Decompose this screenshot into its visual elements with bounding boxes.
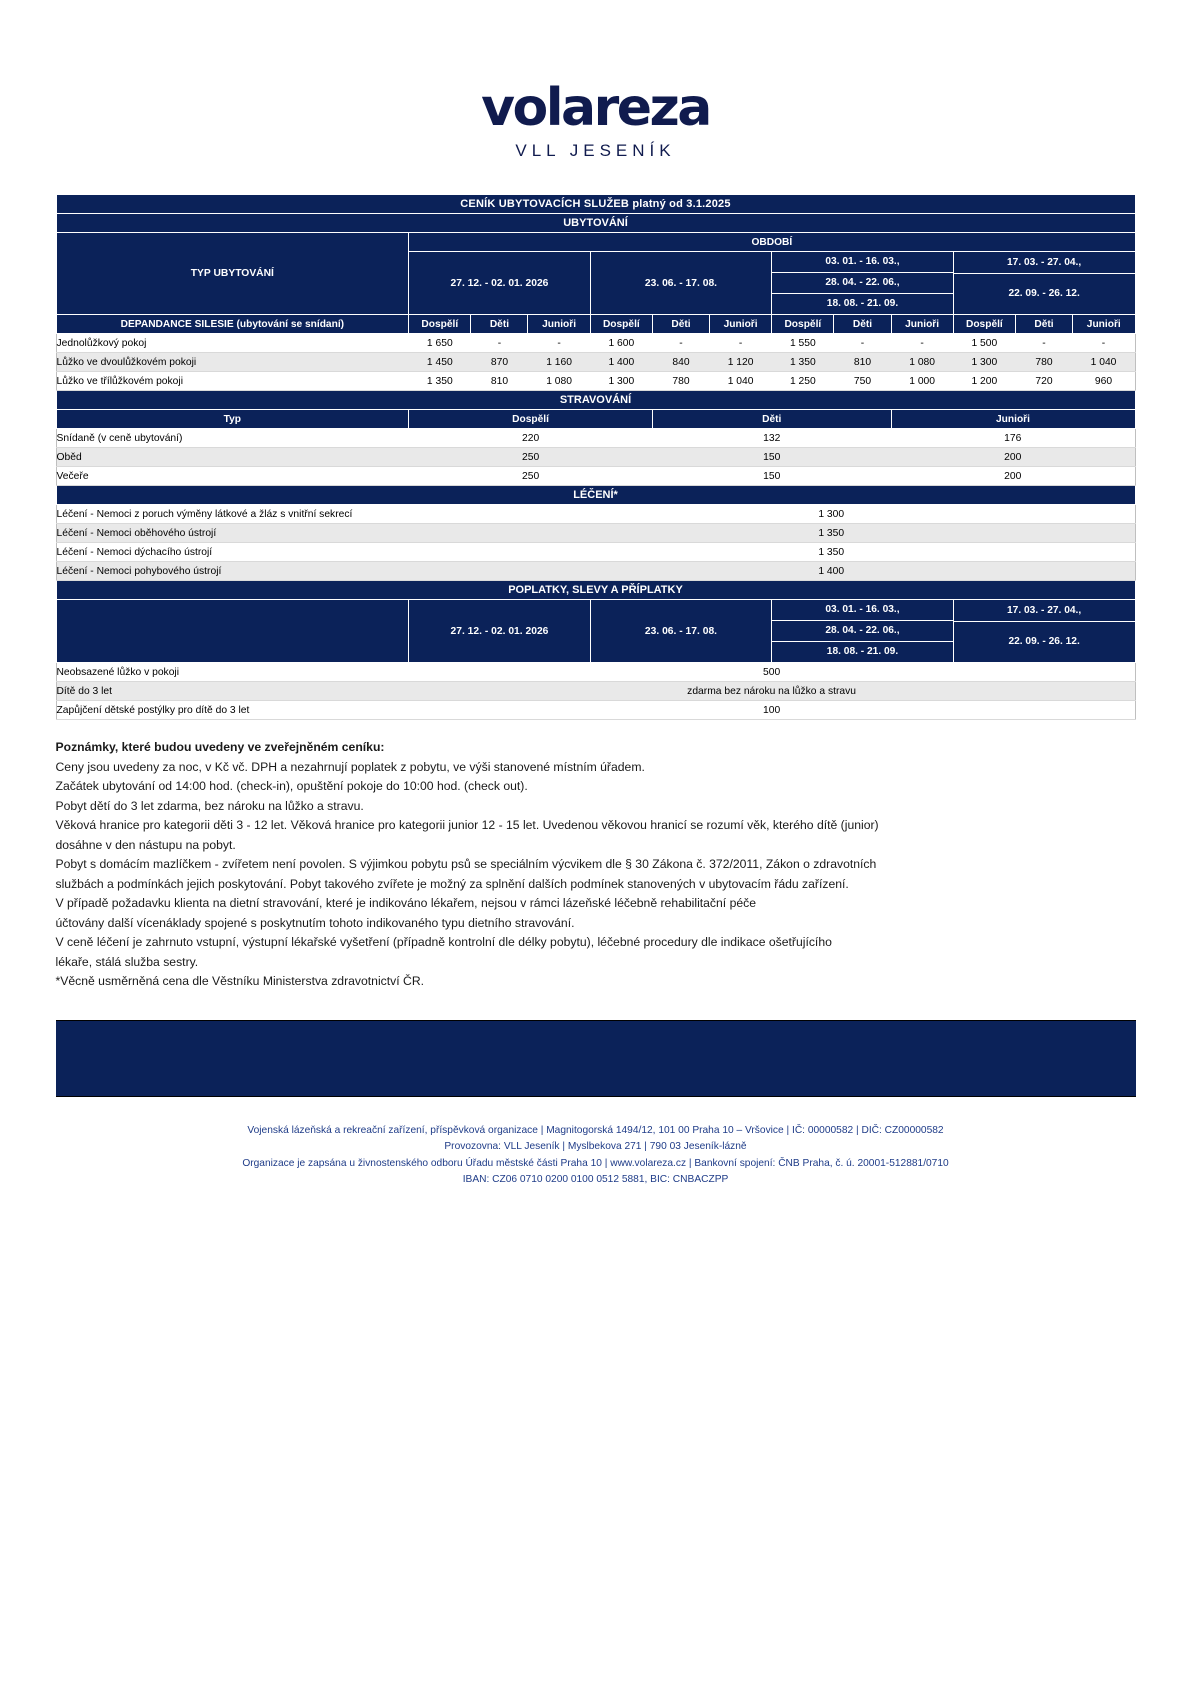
row-label: Neobsazené lůžko v pokoji — [56, 663, 409, 682]
accommodation-period-4-line-2: 22. 09. - 26. 12. — [1008, 287, 1080, 299]
cell-value: 1 040 — [1073, 353, 1135, 372]
guest-col-juniors-1: Junioři — [528, 315, 590, 334]
cell-value: 200 — [891, 467, 1135, 486]
accommodation-type-header: TYP UBYTOVÁNÍ — [56, 233, 409, 315]
cell-value: - — [1073, 334, 1135, 353]
pricelist-banner-row — [56, 195, 1135, 214]
accommodation-period-2 — [590, 252, 772, 315]
meals-col-adults: Dospělí — [409, 410, 653, 429]
section-title-treatment: LÉČENÍ* — [56, 486, 1135, 505]
table-row — [56, 505, 1135, 524]
table-row — [56, 663, 1135, 682]
notes-line: lékaře, stálá služba sestry. — [55, 954, 199, 969]
table-row — [56, 353, 1135, 372]
guest-col-juniors-3: Junioři — [891, 315, 953, 334]
cell-value: 810 — [471, 372, 528, 391]
cell-value: 150 — [652, 448, 891, 467]
fees-period-3-line-3: 18. 08. - 21. 09. — [826, 646, 899, 657]
logo-wordmark: volareza — [481, 78, 710, 138]
cell-value: 1 040 — [710, 372, 772, 391]
row-label: Léčení - Nemoci z poruch výměny látkové a žláz s vnitřní sekrecí — [56, 505, 528, 524]
cell-value: - — [891, 334, 953, 353]
guest-col-juniors-4: Junioři — [1073, 315, 1135, 334]
row-label: Snídaně (v ceně ubytování) — [56, 429, 409, 448]
cell-value: - — [471, 334, 528, 353]
cell-value: 1 300 — [528, 505, 1135, 524]
pricelist-title: CENÍK UBYTOVACÍCH SLUŽEB platný od 3.1.2025 — [56, 195, 1135, 214]
notes-line: *Věcně usměrněná cena dle Věstníku Ministerstva zdravotnictví ČR. — [55, 974, 425, 988]
fees-periods-row — [56, 600, 1135, 663]
accommodation-period-1 — [409, 252, 591, 315]
cell-value: 780 — [1015, 353, 1072, 372]
fees-period-3 — [772, 600, 954, 663]
cell-value: 1 350 — [772, 353, 834, 372]
cell-value: 1 400 — [528, 562, 1135, 581]
fees-period-3-line-2: 28. 04. - 22. 06., — [772, 621, 953, 642]
table-row — [56, 334, 1135, 353]
cell-value: 1 120 — [710, 353, 772, 372]
notes-block — [56, 738, 1136, 992]
cell-value: 840 — [652, 353, 709, 372]
cell-value: 100 — [409, 701, 1135, 720]
cell-value: 960 — [1073, 372, 1135, 391]
row-label: Lůžko ve třílůžkovém pokoji — [56, 372, 409, 391]
row-label: Oběd — [56, 448, 409, 467]
notes-line: V ceně léčení je zahrnuto vstupní, výstupní lékařské vyšetření (případně kontrolní dle délky pobytu), léčebné procedury dle indikace ošetřujícího — [55, 935, 832, 949]
row-label: Jednolůžkový pokoj — [56, 334, 409, 353]
cell-value: 200 — [891, 448, 1135, 467]
cell-value: 176 — [891, 429, 1135, 448]
treatment-section-row — [56, 486, 1135, 505]
notes-line: dosáhne v den nástupu na pobyt. — [55, 837, 236, 852]
accommodation-period-header-row — [56, 233, 1135, 252]
cell-value: 1 160 — [528, 353, 590, 372]
table-row — [56, 524, 1135, 543]
fees-period-2-line-1: 23. 06. - 17. 08. — [644, 625, 718, 637]
fees-section-row — [56, 581, 1135, 600]
guest-col-adults-3: Dospělí — [772, 315, 834, 334]
notes-line: účtovány další vícenáklady spojené s poskytnutím tohoto indikovaného typu dietního stravování. — [55, 915, 575, 930]
cell-value: 1 350 — [528, 543, 1135, 562]
accommodation-subheader-label: DEPANDANCE SILESIE (ubytování se snídaní) — [56, 315, 409, 334]
section-title-fees: POPLATKY, SLEVY A PŘÍPLATKY — [56, 581, 1135, 600]
logo-subtitle: VLL JESENÍK — [515, 141, 676, 160]
footer-line: Organizace je zapsána u živnostenského odboru Úřadu městské části Praha 10 | www.volareza.cz | Bankovní spojení: ČNB Praha, č. ú. 20001-512881/0710 — [242, 1157, 949, 1169]
accommodation-section-row — [56, 214, 1135, 233]
meals-header-row — [56, 410, 1135, 429]
accommodation-period-3-line-2: 28. 04. - 22. 06., — [772, 273, 953, 294]
cell-value: 500 — [409, 663, 1135, 682]
section-title-accommodation: UBYTOVÁNÍ — [56, 214, 1135, 233]
cell-value: 1 080 — [891, 353, 953, 372]
cell-value: 1 350 — [409, 372, 471, 391]
accommodation-period-header: OBDOBÍ — [409, 233, 1135, 252]
footer-contact-block — [56, 1123, 1136, 1189]
cell-value: 250 — [409, 467, 653, 486]
fees-period-1 — [409, 600, 591, 663]
cell-value: 132 — [652, 429, 891, 448]
notes-line: Pobyt dětí do 3 let zdarma, bez nároku na lůžko a stravu. — [55, 798, 364, 813]
guest-col-adults-1: Dospělí — [409, 315, 471, 334]
meals-col-type: Typ — [56, 410, 409, 429]
cell-value: - — [834, 334, 891, 353]
cell-value: 1 650 — [409, 334, 471, 353]
accommodation-period-2-line-1: 23. 06. - 17. 08. — [644, 277, 718, 289]
cell-value: - — [710, 334, 772, 353]
accommodation-period-3-line-1: 03. 01. - 16. 03., — [772, 252, 953, 273]
cell-value: 870 — [471, 353, 528, 372]
accommodation-period-4 — [953, 252, 1135, 315]
notes-line: Ceny jsou uvedeny za noc, v Kč vč. DPH a nezahrnují poplatek z pobytu, ve výši stanovené místním úřadem. — [55, 759, 645, 774]
guest-col-children-1: Děti — [471, 315, 528, 334]
cell-value: 810 — [834, 353, 891, 372]
table-row — [56, 372, 1135, 391]
footer-line: Vojenská lázeňská a rekreační zařízení, příspěvková organizace | Magnitogorská 1494/12, 101 00 Praha 10 – Vršovice | IČ: 00000582 | DIČ: CZ00000582 — [247, 1124, 944, 1136]
row-label: Lůžko ve dvoulůžkovém pokoji — [56, 353, 409, 372]
brand-logo — [0, 0, 1191, 161]
row-label: Léčení - Nemoci dýchacího ústrojí — [56, 543, 528, 562]
notes-line: Začátek ubytování od 14:00 hod. (check-in), opuštění pokoje do 10:00 hod. (check out). — [55, 779, 528, 793]
fees-period-4-line-2: 22. 09. - 26. 12. — [1008, 635, 1080, 647]
table-row — [56, 543, 1135, 562]
accommodation-period-3-line-3: 18. 08. - 21. 09. — [826, 298, 899, 309]
pricelist-table — [56, 194, 1136, 720]
guest-col-juniors-2: Junioři — [710, 315, 772, 334]
meals-col-children: Děti — [652, 410, 891, 429]
cell-value: 1 350 — [528, 524, 1135, 543]
notes-line: službách a podmínkách jejich poskytování. Pobyt takového zvířete je možný za splnění dalších podmínek stanovených v ubytovacím řádu zařízení. — [55, 876, 849, 891]
fees-period-4 — [953, 600, 1135, 663]
footer-navy-band — [56, 1020, 1136, 1097]
fees-period-4-line-1: 17. 03. - 27. 04., — [954, 601, 1135, 622]
guest-col-children-3: Děti — [834, 315, 891, 334]
notes-line: Pobyt s domácím mazlíčkem - zvířetem není povolen. S výjimkou pobytu psů se speciálním výcvikem dle § 30 Zákona č. 372/2011, Zákon o zdravotních — [55, 857, 877, 871]
accommodation-subheader-row — [56, 315, 1135, 334]
fees-period-1-line-1: 27. 12. - 02. 01. 2026 — [450, 625, 549, 637]
cell-value: zdarma bez nároku na lůžko a stravu — [409, 682, 1135, 701]
row-label: Zapůjčení dětské postýlky pro dítě do 3 let — [56, 701, 409, 720]
accommodation-period-4-line-1: 17. 03. - 27. 04., — [954, 253, 1135, 274]
cell-value: 1 300 — [953, 353, 1015, 372]
fees-period-blank — [56, 600, 409, 663]
notes-line: V případě požadavku klienta na dietní stravování, které je indikováno lékařem, nejsou v rámci lázeňské léčebně rehabilitační péče — [55, 896, 757, 910]
footer-line: IBAN: CZ06 0710 0200 0100 0512 5881, BIC: CNBACZPP — [462, 1174, 729, 1185]
cell-value: - — [528, 334, 590, 353]
cell-value: - — [1015, 334, 1072, 353]
cell-value: 1 080 — [528, 372, 590, 391]
meals-section-row — [56, 391, 1135, 410]
meals-col-juniors: Junioři — [891, 410, 1135, 429]
cell-value: 1 000 — [891, 372, 953, 391]
table-row — [56, 562, 1135, 581]
notes-title: Poznámky, které budou uvedeny ve zveřejněném ceníku: — [55, 740, 385, 754]
guest-col-children-2: Děti — [652, 315, 709, 334]
table-row — [56, 682, 1135, 701]
cell-value: 150 — [652, 467, 891, 486]
row-label: Večeře — [56, 467, 409, 486]
table-row — [56, 701, 1135, 720]
cell-value: 1 200 — [953, 372, 1015, 391]
row-label: Dítě do 3 let — [56, 682, 409, 701]
footer-line: Provozovna: VLL Jeseník | Myslbekova 271 | 790 03 Jeseník-lázně — [444, 1141, 747, 1152]
cell-value: 1 500 — [953, 334, 1015, 353]
fees-period-3-line-1: 03. 01. - 16. 03., — [772, 600, 953, 621]
cell-value: 1 450 — [409, 353, 471, 372]
table-row — [56, 429, 1135, 448]
guest-col-adults-4: Dospělí — [953, 315, 1015, 334]
notes-line: Věková hranice pro kategorii děti 3 - 12 let. Věková hranice pro kategorii junior 12 - 15 let. Uvedenou věkovou hranicí se rozumí věk, kterého dítě (junior) — [55, 818, 879, 832]
cell-value: 250 — [409, 448, 653, 467]
accommodation-period-3 — [772, 252, 954, 315]
table-row — [56, 448, 1135, 467]
cell-value: 720 — [1015, 372, 1072, 391]
cell-value: 1 550 — [772, 334, 834, 353]
cell-value: 780 — [652, 372, 709, 391]
accommodation-period-1-line-1: 27. 12. - 02. 01. 2026 — [450, 277, 549, 289]
section-title-meals: STRAVOVÁNÍ — [56, 391, 1135, 410]
row-label: Léčení - Nemoci oběhového ústrojí — [56, 524, 528, 543]
cell-value: 750 — [834, 372, 891, 391]
row-label: Léčení - Nemoci pohybového ústrojí — [56, 562, 528, 581]
cell-value: - — [652, 334, 709, 353]
table-row — [56, 467, 1135, 486]
cell-value: 1 300 — [590, 372, 652, 391]
fees-period-2 — [590, 600, 772, 663]
guest-col-children-4: Děti — [1015, 315, 1072, 334]
cell-value: 1 600 — [590, 334, 652, 353]
guest-col-adults-2: Dospělí — [590, 315, 652, 334]
cell-value: 220 — [409, 429, 653, 448]
cell-value: 1 250 — [772, 372, 834, 391]
cell-value: 1 400 — [590, 353, 652, 372]
